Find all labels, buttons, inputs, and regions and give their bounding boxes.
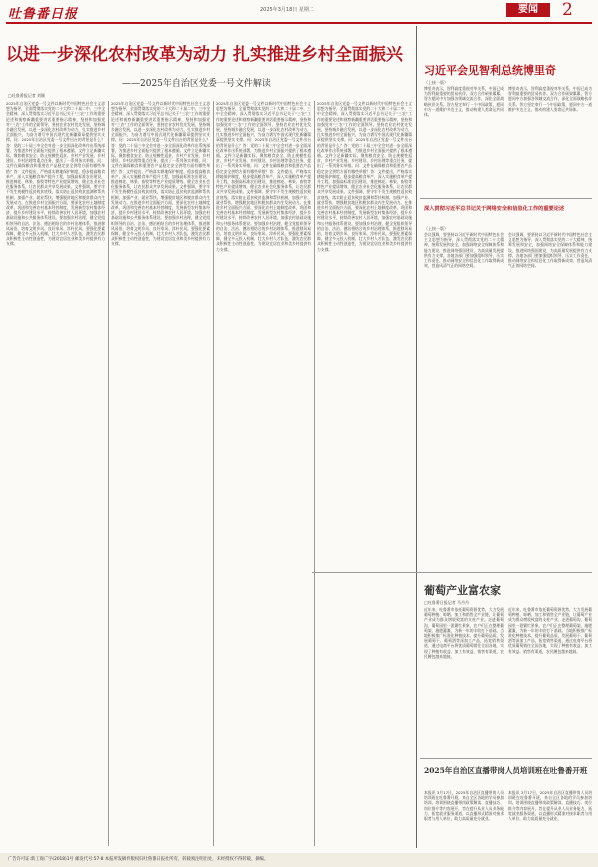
grape-byline: □吐鲁番日报记者 马丹丹 — [424, 600, 470, 605]
right-mid-dateline: （上接一版） — [424, 226, 448, 231]
right-top-dateline: （上接一版） — [424, 80, 448, 85]
right-mid-body-col-2: 会议强调，要坚持以习近平新时代中国特色社会主义思想为指导，深入贯彻落实党的二十大精神，统筹发展和安全，加强网络安全保障体系和能力建设，推进网络强国建设，为高质量发展提供有力支撑。各地各部门要加强组织领导，压实工作责任，推动网络安全和信息化工作取得新成效，营造风清气正的网络空间。 — [508, 232, 592, 269]
newspaper-logo: 吐鲁番日报 — [8, 7, 79, 22]
column-divider — [314, 101, 315, 846]
right-top-body-col-1: 博里奇表示，智利高度重视对华关系，中国已成为智利最重要的贸易伙伴。双方合作硕果累累，智方愿同中方加强各领域交流合作，深化全面战略伙伴关系。智方坚定奉行一个中国政策，愿同中方一道维护多边主义，推动构建人类命运共同体。 — [424, 86, 504, 118]
grape-body-col-2: 近年来，吐鲁番市依托葡萄资源优势，大力发展葡萄种植、晾晒、加工和销售全产业链，让葡萄产业成为群众增收致富的支柱产业。走进葡萄沟，葡萄园里一派繁忙景象，农户们正在整理葡萄架、施肥灌溉，为新一年的丰收打下基础。当地积极推广标准化种植技术，提升葡萄品质，发展葡萄干、葡萄酒等深加工产品，拓宽销售渠道，通过电商平台将优质葡萄销往全国各地，实现了种植有收益、加工有效益、销售有渠道，农民腰包越来越鼓。 — [508, 607, 592, 654]
column-divider — [108, 101, 109, 846]
main-body-col-1: 2025年自治区党委一号文件以新时代中国特色社会主义思想为指导，全面贯彻落实党的二十大和二十届二中、三中全会精神，深入贯彻落实习近平总书记关于“三农”工作的重要论述和视察新疆重要讲话重要指示精神，坚持和加强党对“三农”工作的全面领导，坚持农业农村优先发展，坚持城乡融合发展，以进一步深化农村改革为动力，扎实推进乡村全面振兴，为奋力谱写中国式现代化新疆篇章提供坚实支撑。问：2025年自治区党委一号文件出台的背景是什么？答：党的二十届三中全会对进一步全面深化改革作出系统部署，为推进乡村全面振兴提供了根本遵循。文件立足新疆实际，聚焦粮食安全、防止规模性返贫、乡村产业发展、乡村建设、乡村治理等重点任务，提出了一系列务实举措。问：文件在确保粮食和重要农产品稳定安全供给方面有哪些举措？答：文件提出，严格落实耕地保护制度，稳步提高粮食单产，深入实施粮食单产提升工程，加强高标准农田建设，推进棉花、林果、畜牧等特色产业提质增效，健全农业社会化服务体系，让农民群众共享发展成果。文件强调，要守牢不发生规模性返贫致贫底线，落实防止返贫致贫监测和帮扶机制，加强产业、就业帮扶，增强脱贫地区和脱贫群众内生发展动力。在推进乡村全面振兴方面，要深化农村土地制度改革，巩固和完善农村基本经营制度，发展新型农村集体经济，提升乡村建设水平，持续改善农村人居环境，加强农村基础设施和公共服务体系建设。要加强乡村治理，健全党组织领导的自治、法治、德治相结合的乡村治理体系，推进移风易俗，培育文明乡风、良好家风、淳朴民风。要强化要素保障，健全多元投入机制，壮大乡村人才队伍，激发农民群众积极性主动性创造性，为建设宜居宜业和美乡村提供有力支撑。 — [6, 101, 105, 247]
section-label: 要闻 — [506, 3, 550, 17]
main-subhead: ——2025年自治区党委一号文件解读 — [122, 79, 271, 89]
main-body-col-3: 2025年自治区党委一号文件以新时代中国特色社会主义思想为指导，全面贯彻落实党的二十大和二十届二中、三中全会精神，深入贯彻落实习近平总书记关于“三农”工作的重要论述和视察新疆重要讲话重要指示精神，坚持和加强党对“三农”工作的全面领导，坚持农业农村优先发展，坚持城乡融合发展，以进一步深化农村改革为动力，扎实推进乡村全面振兴，为奋力谱写中国式现代化新疆篇章提供坚实支撑。问：2025年自治区党委一号文件出台的背景是什么？答：党的二十届三中全会对进一步全面深化改革作出系统部署，为推进乡村全面振兴提供了根本遵循。文件立足新疆实际，聚焦粮食安全、防止规模性返贫、乡村产业发展、乡村建设、乡村治理等重点任务，提出了一系列务实举措。问：文件在确保粮食和重要农产品稳定安全供给方面有哪些举措？答：文件提出，严格落实耕地保护制度，稳步提高粮食单产，深入实施粮食单产提升工程，加强高标准农田建设，推进棉花、林果、畜牧等特色产业提质增效，健全农业社会化服务体系，让农民群众共享发展成果。文件强调，要守牢不发生规模性返贫致贫底线，落实防止返贫致贫监测和帮扶机制，加强产业、就业帮扶，增强脱贫地区和脱贫群众内生发展动力。在推进乡村全面振兴方面，要深化农村土地制度改革，巩固和完善农村基本经营制度，发展新型农村集体经济，提升乡村建设水平，持续改善农村人居环境，加强农村基础设施和公共服务体系建设。要加强乡村治理，健全党组织领导的自治、法治、德治相结合的乡村治理体系，推进移风易俗，培育文明乡风、良好家风、淳朴民风。要强化要素保障，健全多元投入机制，壮大乡村人才队伍，激发农民群众积极性主动性创造性，为建设宜居宜业和美乡村提供有力支撑。 — [216, 101, 311, 252]
main-byline: □吐鲁番报记者 刘颖 — [8, 93, 46, 98]
issue-date-info: 2025年3月18日 星期二 — [260, 7, 314, 13]
livestream-training-headline: 2025年自治区直播带岗人员培训班在吐鲁番开班 — [424, 766, 588, 775]
right-mid-body-col-1: 会议强调，要坚持以习近平新时代中国特色社会主义思想为指导，深入贯彻落实党的二十大精神，统筹发展和安全，加强网络安全保障体系和能力建设，推进网络强国建设，为高质量发展提供有力支撑。各地各部门要加强组织领导，压实工作责任，推动网络安全和信息化工作取得新成效，营造风清气正的网络空间。 — [424, 232, 504, 269]
cyber-security-headline: 深入贯彻习近平总书记关于网络安全和信息化工作的重要论述 — [424, 206, 565, 212]
column-divider — [213, 101, 214, 846]
right-top-body-col-2: 博里奇表示，智利高度重视对华关系，中国已成为智利最重要的贸易伙伴。双方合作硕果累累，智方愿同中方加强各领域交流合作，深化全面战略伙伴关系。智方坚定奉行一个中国政策，愿同中方一道维护多边主义，推动构建人类命运共同体。 — [508, 86, 592, 112]
grape-headline: 葡萄产业富农家 — [424, 584, 501, 597]
masthead-rule — [6, 22, 592, 24]
right-section-divider — [416, 26, 417, 848]
bottom-body-col-2: 本报讯 3月17日，2025年自治区直播带岗人员培训班在吐鲁番开班，来自全区各地的学员参加培训。培训围绕直播带岗政策解读、直播技巧、岗位推介等内容展开，旨在提升从业人员业务能力，拓宽就业服务渠道，以直播形式精准对接求职者与用人单位，助力高质量充分就业。 — [508, 790, 592, 822]
page-footer: 广告许可证:新工商广字(2018)1号 邮发代号:57-8 本报所发稿件版权归吐鲁番日报社所有，转载须注明出处，未经授权不得转载、摘编。 — [0, 853, 598, 867]
main-body-col-2: 2025年自治区党委一号文件以新时代中国特色社会主义思想为指导，全面贯彻落实党的二十大和二十届二中、三中全会精神，深入贯彻落实习近平总书记关于“三农”工作的重要论述和视察新疆重要讲话重要指示精神，坚持和加强党对“三农”工作的全面领导，坚持农业农村优先发展，坚持城乡融合发展，以进一步深化农村改革为动力，扎实推进乡村全面振兴，为奋力谱写中国式现代化新疆篇章提供坚实支撑。问：2025年自治区党委一号文件出台的背景是什么？答：党的二十届三中全会对进一步全面深化改革作出系统部署，为推进乡村全面振兴提供了根本遵循。文件立足新疆实际，聚焦粮食安全、防止规模性返贫、乡村产业发展、乡村建设、乡村治理等重点任务，提出了一系列务实举措。问：文件在确保粮食和重要农产品稳定安全供给方面有哪些举措？答：文件提出，严格落实耕地保护制度，稳步提高粮食单产，深入实施粮食单产提升工程，加强高标准农田建设，推进棉花、林果、畜牧等特色产业提质增效，健全农业社会化服务体系，让农民群众共享发展成果。文件强调，要守牢不发生规模性返贫致贫底线，落实防止返贫致贫监测和帮扶机制，加强产业、就业帮扶，增强脱贫地区和脱贫群众内生发展动力。在推进乡村全面振兴方面，要深化农村土地制度改革，巩固和完善农村基本经营制度，发展新型农村集体经济，提升乡村建设水平，持续改善农村人居环境，加强农村基础设施和公共服务体系建设。要加强乡村治理，健全党组织领导的自治、法治、德治相结合的乡村治理体系，推进移风易俗，培育文明乡风、良好家风、淳朴民风。要强化要素保障，健全多元投入机制，壮大乡村人才队伍，激发农民群众积极性主动性创造性，为建设宜居宜业和美乡村提供有力支撑。 — [111, 101, 210, 247]
main-headline: 以进一步深化农村改革为动力 扎实推进乡村全面振兴 — [6, 45, 403, 65]
section-rule — [420, 758, 592, 759]
bottom-body-col-1: 本报讯 3月17日，2025年自治区直播带岗人员培训班在吐鲁番开班，来自全区各地的学员参加培训。培训围绕直播带岗政策解读、直播技巧、岗位推介等内容展开，旨在提升从业人员业务能力，拓宽就业服务渠道，以直播形式精准对接求职者与用人单位，助力高质量充分就业。 — [424, 790, 504, 822]
section-rule — [312, 572, 592, 573]
xi-meets-boric-headline: 习近平会见智利总统博里奇 — [424, 64, 556, 77]
section-rule — [420, 198, 592, 199]
page-number: 2 — [562, 0, 573, 20]
main-body-col-4: 2025年自治区党委一号文件以新时代中国特色社会主义思想为指导，全面贯彻落实党的二十大和二十届二中、三中全会精神，深入贯彻落实习近平总书记关于“三农”工作的重要论述和视察新疆重要讲话重要指示精神，坚持和加强党对“三农”工作的全面领导，坚持农业农村优先发展，坚持城乡融合发展，以进一步深化农村改革为动力，扎实推进乡村全面振兴，为奋力谱写中国式现代化新疆篇章提供坚实支撑。问：2025年自治区党委一号文件出台的背景是什么？答：党的二十届三中全会对进一步全面深化改革作出系统部署，为推进乡村全面振兴提供了根本遵循。文件立足新疆实际，聚焦粮食安全、防止规模性返贫、乡村产业发展、乡村建设、乡村治理等重点任务，提出了一系列务实举措。问：文件在确保粮食和重要农产品稳定安全供给方面有哪些举措？答：文件提出，严格落实耕地保护制度，稳步提高粮食单产，深入实施粮食单产提升工程，加强高标准农田建设，推进棉花、林果、畜牧等特色产业提质增效，健全农业社会化服务体系，让农民群众共享发展成果。文件强调，要守牢不发生规模性返贫致贫底线，落实防止返贫致贫监测和帮扶机制，加强产业、就业帮扶，增强脱贫地区和脱贫群众内生发展动力。在推进乡村全面振兴方面，要深化农村土地制度改革，巩固和完善农村基本经营制度，发展新型农村集体经济，提升乡村建设水平，持续改善农村人居环境，加强农村基础设施和公共服务体系建设。要加强乡村治理，健全党组织领导的自治、法治、德治相结合的乡村治理体系，推进移风易俗，培育文明乡风、良好家风、淳朴民风。要强化要素保障，健全多元投入机制，壮大乡村人才队伍，激发农民群众积极性主动性创造性，为建设宜居宜业和美乡村提供有力支撑。 — [317, 101, 412, 252]
grape-body-col-1: 近年来，吐鲁番市依托葡萄资源优势，大力发展葡萄种植、晾晒、加工和销售全产业链，让葡萄产业成为群众增收致富的支柱产业。走进葡萄沟，葡萄园里一派繁忙景象，农户们正在整理葡萄架、施肥灌溉，为新一年的丰收打下基础。当地积极推广标准化种植技术，提升葡萄品质，发展葡萄干、葡萄酒等深加工产品，拓宽销售渠道，通过电商平台将优质葡萄销往全国各地，实现了种植有收益、加工有效益、销售有渠道，农民腰包越来越鼓。 — [424, 607, 504, 659]
